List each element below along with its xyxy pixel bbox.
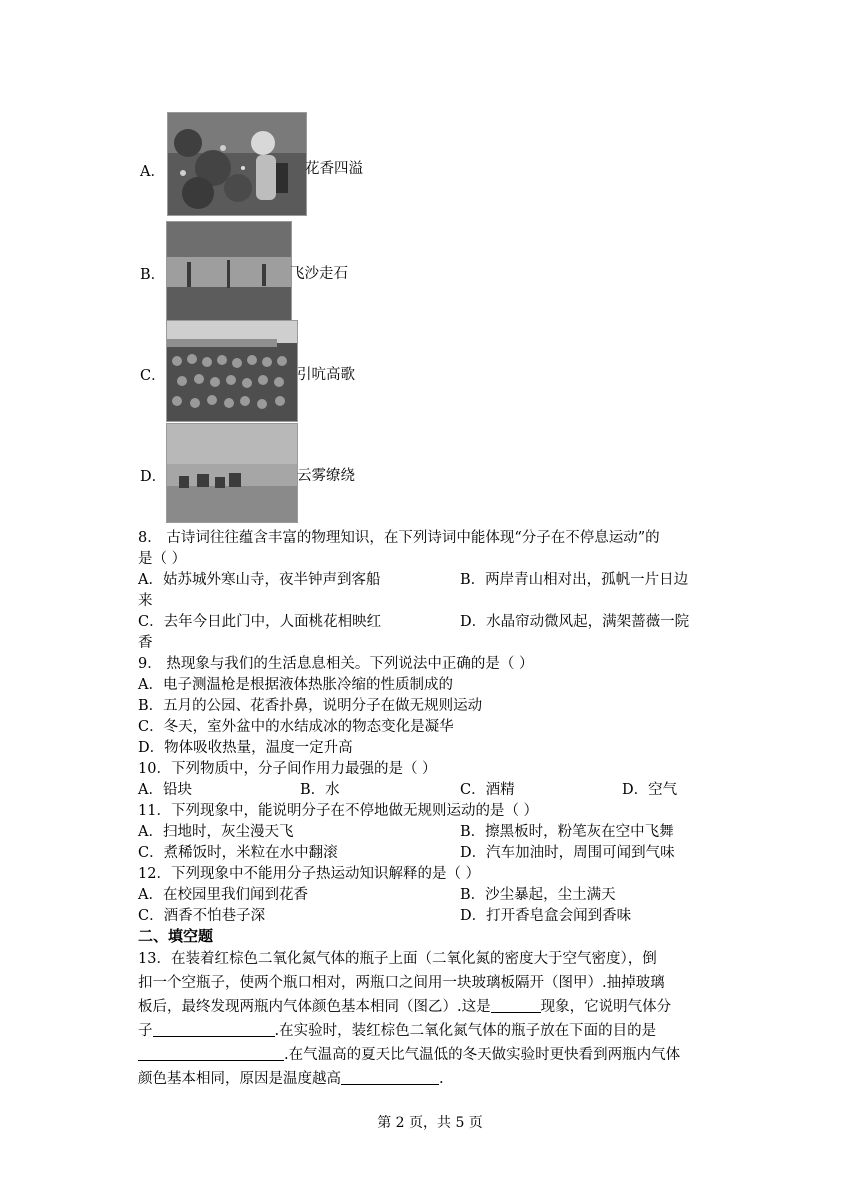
option-caption: 云雾缭绕 [297,468,355,484]
option-b: B．水 [300,782,340,798]
question-text-line [138,1067,444,1088]
option-letter: A． [140,164,165,180]
option-caption: 花香四溢 [305,161,363,177]
option-caption: 飞沙走石 [290,266,348,282]
question-text: 扣一个空瓶子，使两个瓶口相对，两瓶口之间用一块玻璃板隔开（图甲）.抽掉玻璃 [138,975,665,991]
option-d: D．打开香皂盒会闻到香味 [460,908,632,924]
option-b: B．沙尘暴起，尘土满天 [460,887,616,903]
option-d-continued: 香 [138,635,153,651]
question-stem: 10．下列物质中，分子间作用力最强的是（ ） [138,761,437,777]
option-b: B．五月的公园、花香扑鼻，说明分子在做无规则运动 [138,698,483,714]
question-stem: 9． 热现象与我们的生活息息相关。下列说法中正确的是（ ） [138,656,534,672]
answer-blank-2[interactable] [153,1022,275,1037]
option-c: C．酒精 [460,782,515,798]
question-stem: 11．下列现象中，能说明分子在不停地做无规则运动的是（ ） [138,803,539,819]
question-text: 13．在装着红棕色二氧化氮气体的瓶子上面（二氧化氮的密度大于空气密度），倒 [138,951,657,967]
option-c: C．酒香不怕巷子深 [138,908,266,924]
option-a: A．扫地时，灰尘漫天飞 [138,824,294,840]
option-letter: D． [140,469,167,485]
answer-blank-4[interactable] [341,1070,439,1085]
option-d: D．汽车加油时，周围可闻到气味 [460,845,675,861]
question-stem: 8． 古诗词往往蕴含丰富的物理知识，在下列诗词中能体现“分子在不停息运动”的 [138,530,660,546]
question-stem: 是（ ） [138,551,187,567]
question-text: .在实验时，装红棕色二氧化氮气体的瓶子放在下面的目的是 [274,1023,657,1039]
question-text: 颜色基本相同，原因是温度越高 [138,1071,341,1087]
misty-village-photo [166,423,298,523]
option-caption: 引吭高歌 [297,367,355,383]
option-letter: B． [140,267,166,283]
option-c: C．冬天，室外盆中的水结成冰的物态变化是凝华 [138,719,454,735]
option-d: D．物体吸收热量，温度一定升高 [138,740,353,756]
option-b: B．擦黑板时，粉笔灰在空中飞舞 [460,824,674,840]
question-stem: 12．下列现象中不能用分子热运动知识解释的是（ ） [138,866,481,882]
option-d: D．空气 [622,782,678,798]
child-smelling-flowers-photo [167,112,307,216]
answer-blank-3[interactable] [138,1046,284,1061]
option-c: C．煮稀饭时，米粒在水中翻滚 [138,845,338,861]
option-c: C．去年今日此门中，人面桃花相映红 [138,614,382,630]
question-text: 现象，它说明气体分 [540,999,672,1015]
question-text-line [138,1019,656,1040]
answer-blank-1[interactable] [491,998,541,1013]
section-heading: 二、填空题 [138,927,214,945]
option-a: A．铅块 [138,782,192,798]
option-b: B．两岸青山相对出，孤帆一片日边 [460,572,689,588]
question-text: 子 [138,1023,153,1039]
crowd-singing-photo [166,320,298,422]
question-text: .在气温高的夏天比气温低的冬天做实验时更快看到两瓶内气体 [284,1047,681,1063]
option-a: A．姑苏城外寒山寺，夜半钟声到客船 [138,572,381,588]
question-text-line [138,1043,680,1064]
option-d: D．水晶帘动微风起，满架蔷薇一院 [460,614,690,630]
page-footer: 第 2 页，共 5 页 [377,1115,483,1131]
option-a: A．在校园里我们闻到花香 [138,887,308,903]
option-letter: C． [140,368,166,384]
question-text: . [439,1071,444,1087]
question-text-line [138,995,671,1016]
option-b-continued: 来 [138,593,153,609]
question-text: 板后，最终发现两瓶内气体颜色基本相同（图乙）.这是 [138,999,491,1015]
sandstorm-photo [166,221,292,321]
option-a: A．电子测温枪是根据液体热胀冷缩的性质制成的 [138,677,453,693]
